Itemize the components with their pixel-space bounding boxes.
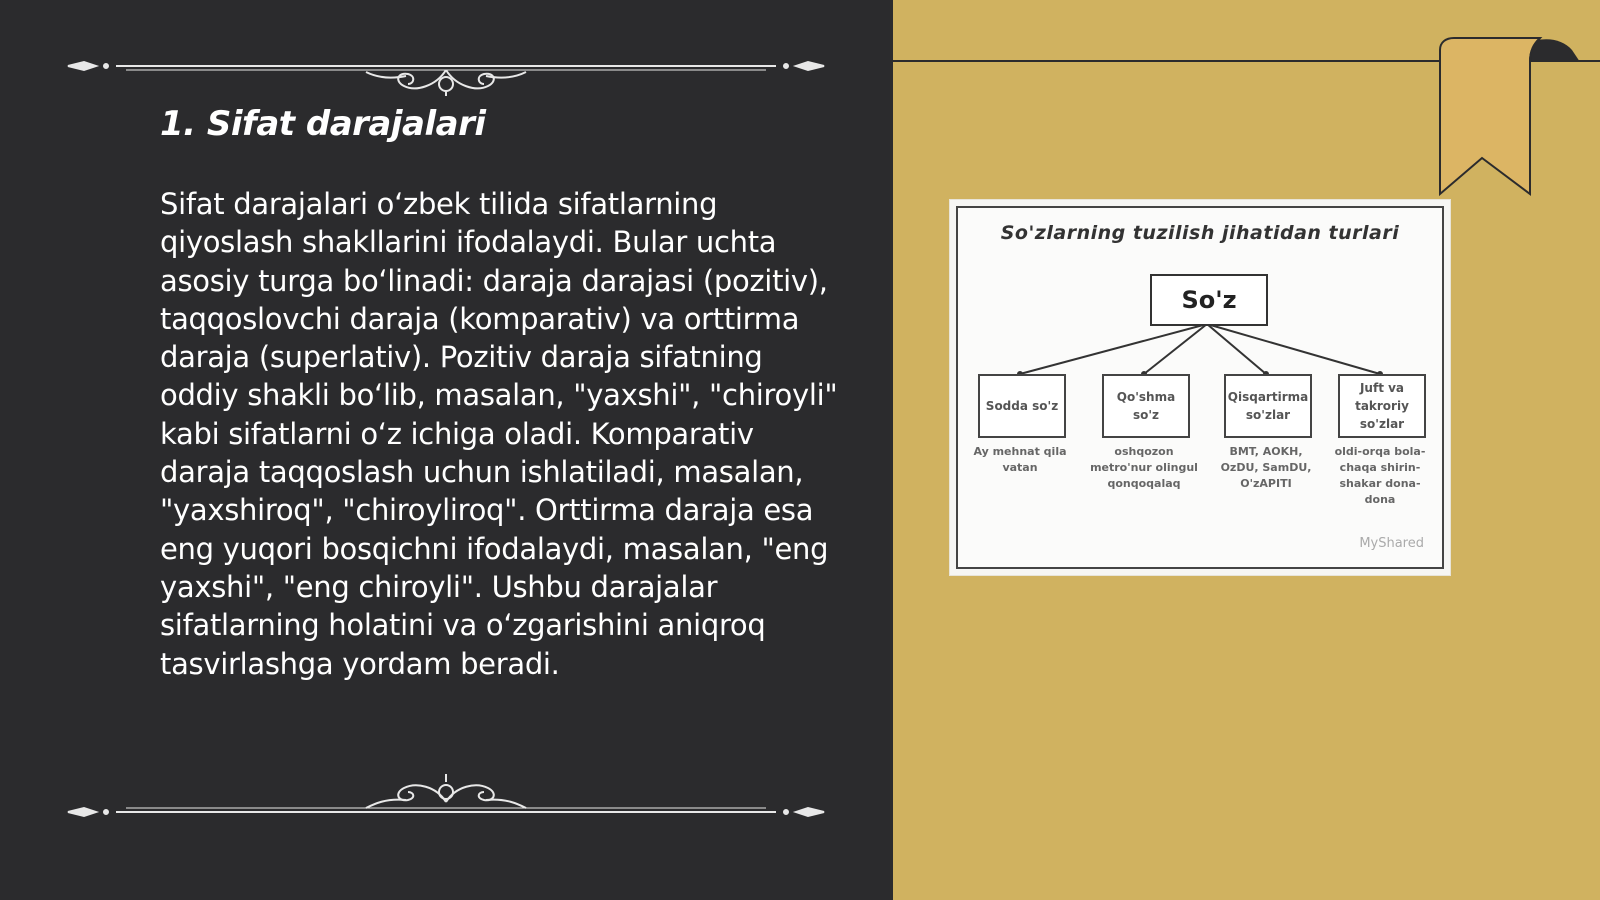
diagram-node-paired: Juft va takroriy so'zlar [1338,374,1426,438]
diagram-node-example: oldi-orqa bola-chaqa shirin-shakar dona-dona [1334,445,1426,506]
diagram-title: So'zlarning tuzilish jihatidan turlari [1000,222,1400,244]
watermark-text: MyShared [1359,536,1424,551]
diagram-node-example: BMT, AOKH, OzDU, SamDU, O'zAPITI [1220,445,1312,490]
flourish-divider-icon [66,770,826,830]
diagram-node-abbreviation: Qisqartirma so'zlar [1224,374,1312,438]
diagram-frame [956,206,1444,569]
diagram-node-example: Ay mehnat qila vatan [973,445,1067,474]
diagram-node-simple: Sodda so'z [978,374,1066,438]
diagram-node-example: oshqozon metro'nur olingul qonqoqalaq [1090,445,1198,490]
diagram-root-node: So'z [1150,274,1268,326]
word-structure-diagram [950,200,1450,575]
slide-title: 1. Sifat darajalari [160,104,486,144]
flourish-divider-icon [66,36,826,96]
diagram-node-compound: Qo'shma so'z [1102,374,1190,438]
slide-body-text: Sifat darajalari oʻzbek tilida sifatlarning qiyoslash shakllarini ifodalaydi. Bular uchta asosiy turga boʻlinadi: daraja darajasi (pozitiv), taqqoslovchi daraja (komparativ) va orttirma daraja (superlativ). Pozitiv daraja sifatning oddiy shakli boʻlib, masalan, "yaxshi", "chiroyli" kabi sifatlarni oʻz ichiga oladi. Komparativ daraja taqqoslash uchun ishlatiladi, masalan, "yaxshiroq", "chiroyliroq". Orttirma daraja esa eng yuqori bosqichni ifodalaydi, masalan, "eng yaxshi", "eng chiroyli". Ushbu darajalar sifatlarning holatini va oʻzgarishini aniqroq tasvirlashga yordam beradi. [160,187,838,681]
bookmark-ribbon-icon [1430,36,1590,202]
